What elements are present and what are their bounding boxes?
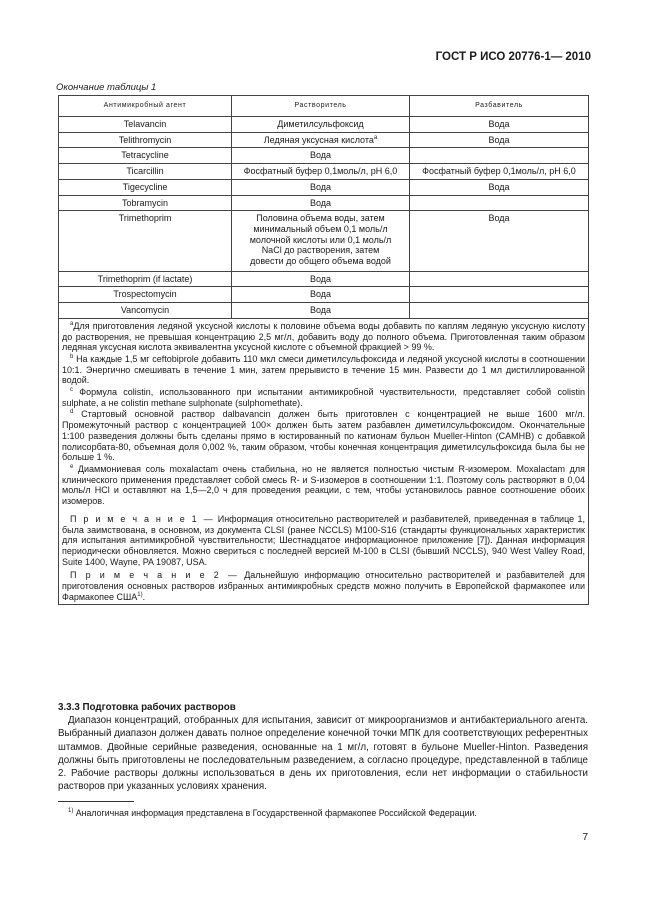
footnote-mark: b xyxy=(70,353,74,360)
diluent-cell: Вода xyxy=(410,179,589,195)
agent-cell: Trimethoprim xyxy=(59,211,232,272)
page-number: 7 xyxy=(582,832,588,843)
footnote-mark: d xyxy=(70,409,74,416)
table-row xyxy=(59,148,589,164)
table-notes-cell xyxy=(59,318,589,605)
column-header-solvent: Растворитель xyxy=(232,96,410,117)
agent-cell: Tobramycin xyxy=(59,195,232,211)
footnote-divider xyxy=(58,801,134,802)
table-footnote-b xyxy=(62,354,585,386)
table-notes-row xyxy=(59,318,589,605)
solvent-cell: Вода xyxy=(232,195,410,211)
note-1 xyxy=(62,514,585,568)
table-row xyxy=(59,179,589,195)
table-row xyxy=(59,287,589,303)
footnote-text: Стартовый основной раствор dalbavancin должен быть приготовлен с концентрацией не выше 1600 мг/л. Промежуточный раствор с концентрацией 100× должен быть затем разбавлен диметилсульфоксидом. Окончательные 1:100 разведения должны быть сделаны прямо в юстированный по катионам бульон Mueller-Hinton (CAMHB) с добавкой полисорбата-80, объемная доля 0,002 %, таким образом, чтобы конечная концентрация диметилсульфоксида была бы не больше 1 %. xyxy=(62,409,585,463)
solvent-cell: Диметилсульфоксид xyxy=(232,117,410,133)
footnote-mark: c xyxy=(70,387,73,394)
solvents-table xyxy=(58,95,589,605)
footnote-text: Формула colistin, использованного при испытании антимикробной чувствительности, представляет собой colistin sulphate, а не colistin methane sulphonate (sulphomethate). xyxy=(62,387,585,408)
agent-cell: Telavancin xyxy=(59,117,232,133)
page-footnote xyxy=(58,808,588,818)
table-row xyxy=(59,132,589,148)
footnote-mark: 1) xyxy=(68,808,74,815)
note-1-text: Информация относительно растворителей и разбавителей, приведенная в таблице 1, была заимствована, в основном, из документа CLSI (ранее NCCLS) M100-S16 (стандарты функциональных характеристик для испытания антимикробной чувствительности; Шестнадцатое информационное приложение [7]). Данная информация периодически обновляется. Можно свериться с последней версией M-100 в CLSI (бывший NCCLS), 940 West Valley Road, Suite 1400, Wayne, PA 19087, USA. xyxy=(62,513,585,567)
solvent-cell: Вода xyxy=(232,303,410,319)
table-row xyxy=(59,211,589,272)
footnote-mark: a xyxy=(373,134,378,141)
agent-cell: Tigecycline xyxy=(59,179,232,195)
solvent-cell: Фосфатный буфер 0,1моль/л, рН 6,0 xyxy=(232,164,410,180)
table-container xyxy=(58,95,588,605)
table-caption: Окончание таблицы 1 xyxy=(56,82,157,93)
diluent-cell xyxy=(410,287,589,303)
note-2-text: Дальнейшую информацию относительно растворителей и разбавителей для приготовления основных растворов избранных антимикробных средств можно получить в Европейской фармакопее или Фармакопее США xyxy=(62,570,585,602)
note-1-label: П р и м е ч а н и е 1 — xyxy=(70,513,215,524)
footnote-text: На каждые 1,5 мг ceftobiprole добавить 110 мкл смеси диметилсульфоксида и ледяной уксусной кислоты в соотношении 10:1. Энергично смешивать в течение 1 мин, затем прерывисто в течение 15 мин. Развести до 1 мл дистиллированной водой. xyxy=(62,353,585,386)
table-row xyxy=(59,271,589,287)
solvent-text: Ледяная уксусная кислота xyxy=(263,134,374,145)
footnote-text: Для приготовления ледяной уксусной кислоты к половине объема воды добавить по каплям ледяную уксусную кислоту до растворения, не превышая концентрацию 2,5 мг/л, добавить воду до полного объема. Приготовленная таким образом ледяная уксусная кислота эквивалентна уксусной кислоте с объемной фракцией > 99 %. xyxy=(62,320,585,353)
footnote-mark: a xyxy=(70,320,74,327)
solvent-cell: Вода xyxy=(232,179,410,195)
table-footnote-a xyxy=(62,321,585,353)
table-row xyxy=(59,164,589,180)
diluent-cell: Вода xyxy=(410,117,589,133)
table-footnote-e xyxy=(62,464,585,507)
agent-cell: Trimethoprim (if lactate) xyxy=(59,271,232,287)
solvent-cell: Половина объема воды, затем минимальный объем 0,1 моль/л молочной кислоты или 0,1 моль/л NaCl до растворения, затем довести до общего объема водой xyxy=(232,211,410,272)
note-2-label: П р и м е ч а н и е 2 — xyxy=(70,570,239,581)
document-code-header: ГОСТ Р ИСО 20776-1— 2010 xyxy=(435,51,591,63)
solvent-cell: Вода xyxy=(232,148,410,164)
agent-cell: Ticarcillin xyxy=(59,164,232,180)
section-heading: 3.3.3 Подготовка рабочих растворов xyxy=(58,702,236,713)
solvent-cell: Вода xyxy=(232,287,410,303)
agent-cell: Vancomycin xyxy=(59,303,232,319)
diluent-cell xyxy=(410,148,589,164)
diluent-cell xyxy=(410,303,589,319)
column-header-agent: Антимикробный агент xyxy=(59,96,232,117)
footnote-text: Аналогичная информация представлена в Государственной фармакопее Российской Федерации. xyxy=(75,808,477,818)
agent-cell: Tetracycline xyxy=(59,148,232,164)
table-row xyxy=(59,195,589,211)
solvent-cell xyxy=(232,132,410,148)
diluent-cell xyxy=(410,195,589,211)
footnote-mark: e xyxy=(70,463,74,470)
table-footnote-c xyxy=(62,387,585,408)
table-row xyxy=(59,303,589,319)
column-header-diluent: Разбавитель xyxy=(410,96,589,117)
note-2: П р и м е ч а н и е 2 — Дальнейшую информацию относительно растворителей и разбавителей для приготовления основных растворов избранных антимикробных средств можно получить в Европейской фармакопее или Фармакопее США$^{1)}$. xyxy=(62,570,585,602)
diluent-cell xyxy=(410,271,589,287)
diluent-cell: Вода xyxy=(410,132,589,148)
table-header-row xyxy=(59,96,589,117)
section-3-3-3 xyxy=(58,701,588,793)
diluent-cell: Фосфатный буфер 0,1моль/л, рН 6,0 xyxy=(410,164,589,180)
diluent-cell: Вода xyxy=(410,211,589,272)
table-row xyxy=(59,117,589,133)
agent-cell: Telithromycin xyxy=(59,132,232,148)
section-paragraph: Диапазон концентраций, отобранных для испытания, зависит от микроорганизмов и антибактериального агента. Выбранный диапазон должен давать полное определение конечной точки МПК для соответствующих референтных штаммов. Двойные серийные разведения, основанные на 1 мг/л, готовят в бульоне Mueller-Hinton. Разведения должны быть приготовлены не последовательным разведением, а согласно процедуре, представленной в таблице 2. Рабочие растворы должны использоваться в день их приготовления, если нет информации о стабильности растворов при указанных условиях хранения. xyxy=(58,715,588,793)
table-footnote-d xyxy=(62,409,585,463)
agent-cell: Trospectomycin xyxy=(59,287,232,303)
footnote-text: Диаммониевая соль moxalactam очень стабильна, но не является полностью чистым R-изомером. Moxalactam для клинического применения представляет собой смесь R- и S-изомеров в соотношении 1:1. Поэтому соль растворяют в 0,04 моль/л HCl и оставляют на 1,5—2,0 ч для проведения реакции, с тем, чтобы установилось равное соотношение обоих изомеров. xyxy=(62,463,585,507)
note-2-ref: 1) xyxy=(137,591,143,598)
solvent-cell: Вода xyxy=(232,271,410,287)
